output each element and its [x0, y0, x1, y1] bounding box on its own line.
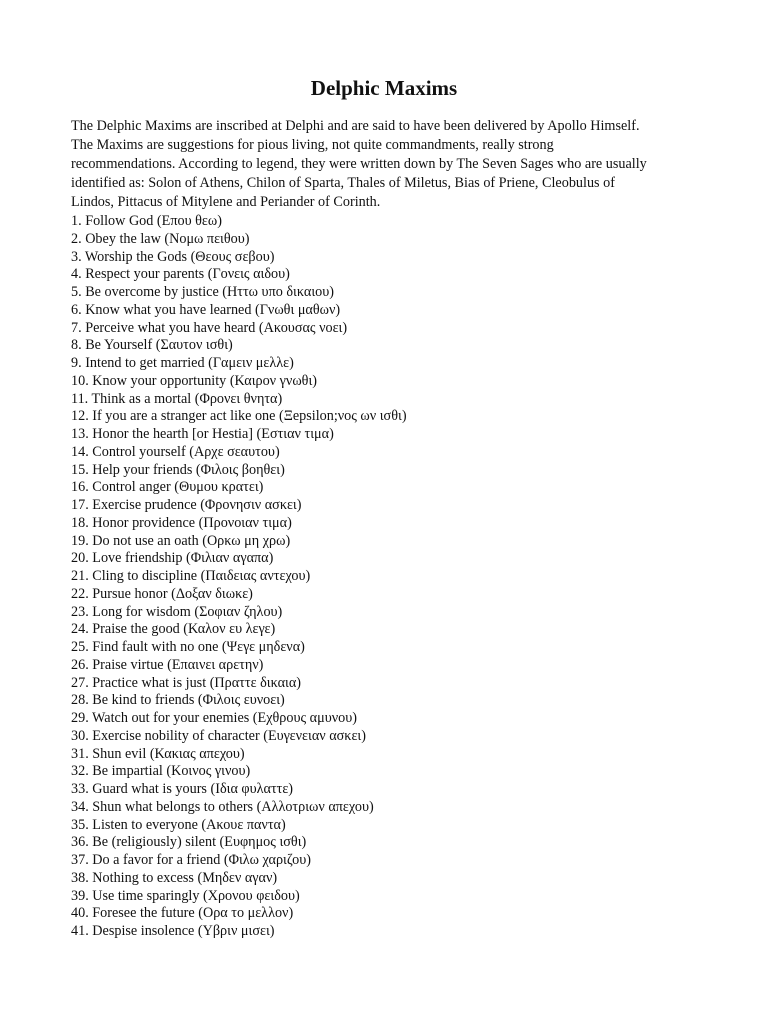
- maxim-item: 5. Be overcome by justice (Ηττω υπο δικαιου): [71, 284, 334, 300]
- maxim-item: 15. Help your friends (Φιλοις βοηθει): [71, 461, 285, 478]
- maxim-item: 30. Exercise nobility of character (Ευγενειαν ασκει): [71, 727, 366, 744]
- maxim-item: 19. Do not use an oath (Ορκω μη χρω): [71, 532, 291, 549]
- intro-line: The Delphic Maxims are inscribed at Delphi and are said to have been delivered by Apollo Himself.: [71, 118, 640, 134]
- maxim-item: 24. Praise the good (Καλον ευ λεγε): [71, 621, 276, 638]
- maxim-item: 40. Foresee the future (Ορα το μελλον): [71, 905, 294, 922]
- maxim-item: 34. Shun what belongs to others (Αλλοτριων απεχου): [71, 798, 374, 815]
- maxim-item: 9. Intend to get married (Γαμειν μελλε): [71, 355, 294, 371]
- maxim-item: 35. Listen to everyone (Ακουε παντα): [71, 816, 286, 833]
- maxim-item: 21. Cling to discipline (Παιδειας αντεχου): [71, 568, 311, 584]
- maxim-item: 37. Do a favor for a friend (Φιλω χαριζου): [71, 852, 312, 868]
- maxim-item: 36. Be (religiously) silent (Ευφημος ισθι): [71, 834, 307, 851]
- maxim-item: 39. Use time sparingly (Χρονου φειδου): [71, 887, 300, 904]
- maxim-item: 33. Guard what is yours (Ιδια φυλαττε): [71, 781, 294, 797]
- maxim-item: 18. Honor providence (Προνοιαν τιμα): [71, 514, 292, 531]
- maxim-item: 11. Think as a mortal (Φρονει θνητα): [71, 390, 283, 407]
- maxim-item: 14. Control yourself (Αρχε σεαυτου): [71, 443, 280, 460]
- maxims-list: [71, 213, 711, 941]
- maxim-item: 29. Watch out for your enemies (Εχθρους αμυνου): [71, 710, 357, 726]
- maxim-item: 27. Practice what is just (Πραττε δικαια): [71, 674, 302, 691]
- maxim-item: 2. Obey the law (Νομω πειθου): [71, 230, 250, 247]
- maxim-item: 7. Perceive what you have heard (Ακουσας νοει): [71, 319, 348, 336]
- maxim-item: 25. Find fault with no one (Ψεγε μηδενα): [71, 639, 305, 655]
- maxim-item: 23. Long for wisdom (Σοφιαν ζηλου): [71, 603, 283, 620]
- intro-line: identified as: Solon of Athens, Chilon of Sparta, Thales of Miletus, Bias of Priene, Cleobulus of: [71, 175, 615, 191]
- maxim-item: 6. Know what you have learned (Γνωθι μαθων): [71, 301, 341, 318]
- maxim-item: 38. Nothing to excess (Μηδεν αγαν): [71, 869, 278, 886]
- maxim-item: 8. Be Yourself (Σαυτον ισθι): [71, 337, 233, 354]
- maxim-item: 22. Pursue honor (Δοξαν διωκε): [71, 585, 253, 602]
- maxim-item: 31. Shun evil (Κακιας απεχου): [71, 745, 245, 762]
- maxim-item: 4. Respect your parents (Γονεις αιδου): [71, 266, 290, 283]
- intro-line: Lindos, Pittacus of Mitylene and Periander of Corinth.: [71, 194, 381, 210]
- intro-paragraph: [71, 117, 711, 212]
- maxim-item: 32. Be impartial (Κοινος γινου): [71, 763, 251, 780]
- maxim-item: 26. Praise virtue (Επαινει αρετην): [71, 656, 264, 673]
- maxim-item: 1. Follow God (Επου θεω): [71, 213, 222, 229]
- maxim-item: 10. Know your opportunity (Καιρον γνωθι): [71, 372, 318, 389]
- maxim-item: 12. If you are a stranger act like one (Ξepsilon;νος ων ισθι): [71, 408, 407, 425]
- maxim-item: 13. Honor the hearth [or Hestia] (Εστιαν τιμα): [71, 426, 334, 442]
- maxim-item: 17. Exercise prudence (Φρονησιν ασκει): [71, 497, 302, 513]
- intro-line: The Maxims are suggestions for pious living, not quite commandments, really strong: [71, 137, 554, 153]
- maxim-item: 41. Despise insolence (Υβριν μισει): [71, 923, 275, 939]
- document-title: Delphic Maxims: [310, 76, 458, 100]
- maxim-item: 3. Worship the Gods (Θεους σεβου): [71, 248, 275, 265]
- maxim-item: 16. Control anger (Θυμου κρατει): [71, 479, 264, 496]
- intro-line: recommendations. According to legend, they were written down by The Seven Sages who are usually: [71, 156, 647, 172]
- maxim-item: 20. Love friendship (Φιλιαν αγαπα): [71, 550, 274, 567]
- maxim-item: 28. Be kind to friends (Φιλοις ευνοει): [71, 692, 285, 709]
